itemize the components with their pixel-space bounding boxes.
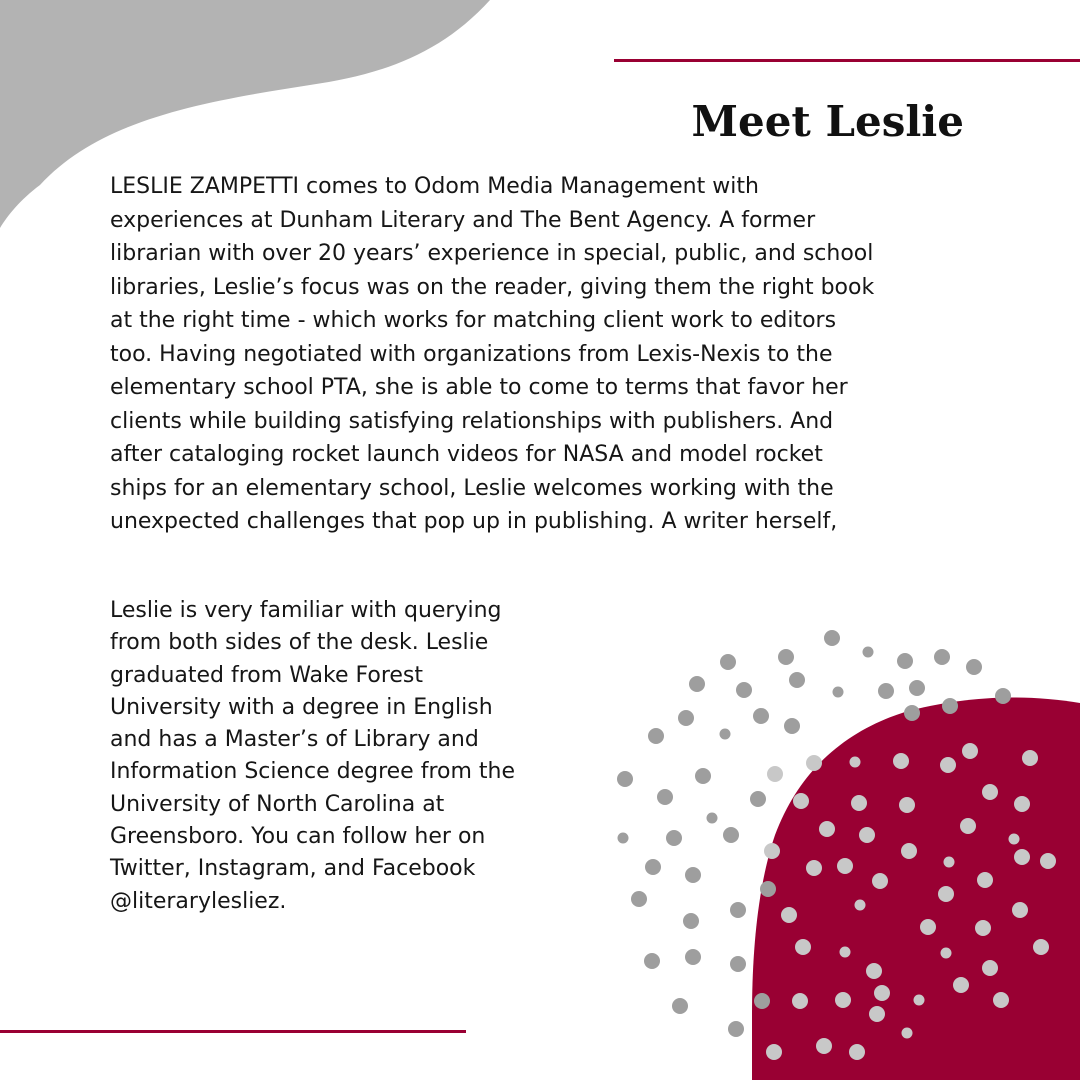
decorative-dot (644, 953, 660, 969)
decorative-dot (901, 843, 917, 859)
decorative-dot (835, 992, 851, 1008)
decorative-dot (824, 630, 840, 646)
bio-line: unexpected challenges that pop up in publishing. A writer herself, (110, 509, 838, 534)
decorative-dot (678, 710, 694, 726)
decorative-dot (764, 843, 780, 859)
bottom-divider-line (0, 1030, 466, 1033)
decorative-dot (902, 1028, 913, 1039)
decorative-dot (909, 680, 925, 696)
bio-line: at the right time - which works for matching client work to editors (110, 308, 837, 333)
bio-line: University with a degree in English (110, 694, 493, 720)
decorative-dot (1033, 939, 1049, 955)
decorative-dot (750, 791, 766, 807)
decorative-dot (869, 1006, 885, 1022)
decorative-dot (730, 956, 746, 972)
decorative-dot (707, 813, 718, 824)
decorative-dot (736, 682, 752, 698)
decorative-dot (784, 718, 800, 734)
decorative-dot (695, 768, 711, 784)
decorative-dot (982, 960, 998, 976)
decorative-dot (833, 687, 844, 698)
bio-line: ships for an elementary school, Leslie welcomes working with the (110, 475, 834, 501)
decorative-dot (940, 757, 956, 773)
bio-line: elementary school PTA, she is able to come to terms that favor her (110, 375, 848, 400)
decorative-dot (944, 857, 955, 868)
bio-line: Greensboro. You can follow her on (110, 824, 486, 850)
bio-line: University of North Carolina at (110, 791, 445, 817)
decorative-dot (766, 1044, 782, 1060)
decorative-dot (866, 963, 882, 979)
page-title: Meet Leslie (691, 97, 964, 146)
decorative-dot (855, 900, 866, 911)
decorative-dot (995, 688, 1011, 704)
decorative-dot (934, 649, 950, 665)
bio-paragraph-narrow (110, 595, 630, 918)
bio-line: @literarylesliez. (110, 888, 287, 914)
bio-line: experiences at Dunham Literary and The Bent Agency. A former (110, 207, 816, 233)
bio-line: LESLIE ZAMPETTI comes to Odom Media Management with (110, 174, 759, 199)
decorative-dot (941, 948, 952, 959)
bio-line: Twitter, Instagram, and Facebook (110, 856, 476, 882)
decorative-dot (840, 947, 851, 958)
decorative-dot (966, 659, 982, 675)
bio-line: Information Science degree from the (110, 759, 516, 785)
decorative-dot (851, 795, 867, 811)
decorative-dot (723, 827, 739, 843)
decorative-dot (795, 939, 811, 955)
decorative-dot (874, 985, 890, 1001)
decorative-dot (975, 920, 991, 936)
decorative-dot (982, 784, 998, 800)
decorative-dot (850, 757, 861, 768)
decorative-dot (754, 993, 770, 1009)
decorative-dot (1040, 853, 1056, 869)
decorative-dot (872, 873, 888, 889)
decorative-dot (849, 1044, 865, 1060)
decorative-dot (893, 753, 909, 769)
decorative-dot (781, 907, 797, 923)
decorative-dot (904, 705, 920, 721)
decorative-dot (685, 949, 701, 965)
decorative-dot (914, 995, 925, 1006)
bio-line: Leslie is very familiar with querying (110, 598, 502, 623)
decorative-dot (960, 818, 976, 834)
decorative-dot (897, 653, 913, 669)
decorative-dot (977, 872, 993, 888)
bio-line: librarian with over 20 years’ experience in special, public, and school (110, 241, 874, 266)
bio-line: from both sides of the desk. Leslie (110, 630, 489, 656)
bio-line: clients while building satisfying relationships with publishers. And (110, 408, 834, 434)
decorative-dot (920, 919, 936, 935)
decorative-dot (806, 860, 822, 876)
decorative-dot (792, 993, 808, 1009)
decorative-dot (666, 830, 682, 846)
decorative-dot (760, 881, 776, 897)
bio-paragraph-wide (110, 170, 990, 539)
decorative-dot (816, 1038, 832, 1054)
decorative-dot (683, 913, 699, 929)
decorative-dot (1014, 849, 1030, 865)
bio-line: after cataloging rocket launch videos for NASA and model rocket (110, 442, 823, 467)
decorative-dot (730, 902, 746, 918)
decorative-dot (806, 755, 822, 771)
decorative-dot (1022, 750, 1038, 766)
top-divider-line (614, 59, 1080, 62)
decorative-dot (793, 793, 809, 809)
decorative-dot (1009, 834, 1020, 845)
decorative-dot (720, 654, 736, 670)
decorative-dot (767, 766, 783, 782)
bio-line: too. Having negotiated with organizations from Lexis-Nexis to the (110, 341, 833, 367)
decorative-dot (942, 698, 958, 714)
decorative-dot (657, 789, 673, 805)
decorative-dot (728, 1021, 744, 1037)
decorative-dot (685, 867, 701, 883)
decorative-dot (753, 708, 769, 724)
bio-line: libraries, Leslie’s focus was on the reader, giving them the right book (110, 274, 875, 300)
decorative-dot (859, 827, 875, 843)
decorative-dot (789, 672, 805, 688)
decorative-dot (899, 797, 915, 813)
decorative-dot (938, 886, 954, 902)
decorative-dot (993, 992, 1009, 1008)
decorative-dot (672, 998, 688, 1014)
decorative-dot (962, 743, 978, 759)
decorative-dot (837, 858, 853, 874)
decorative-dot (689, 676, 705, 692)
decorative-dot (631, 891, 647, 907)
decorative-dot (778, 649, 794, 665)
decorative-dot (953, 977, 969, 993)
decorative-dot (720, 729, 731, 740)
decorative-dot (863, 647, 874, 658)
decorative-dot (878, 683, 894, 699)
decorative-dot (648, 728, 664, 744)
bio-line: graduated from Wake Forest (110, 662, 424, 688)
bio-line: and has a Master’s of Library and (110, 727, 479, 753)
decorative-dot (1014, 796, 1030, 812)
decorative-dot (819, 821, 835, 837)
decorative-dot (645, 859, 661, 875)
decorative-dot (1012, 902, 1028, 918)
